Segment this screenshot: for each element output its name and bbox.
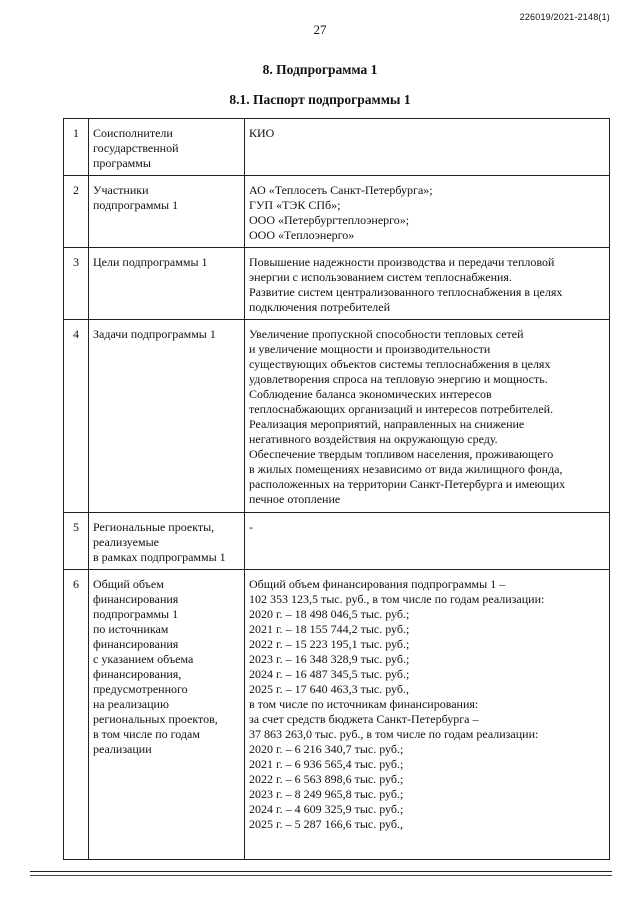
- parameter-line: по источникам: [93, 622, 169, 636]
- value-line: 2024 г. – 4 609 325,9 тыс. руб.;: [249, 802, 404, 816]
- parameter-line: реализации: [93, 742, 152, 756]
- value-line: за счет средств бюджета Санкт-Петербурга –: [249, 712, 479, 726]
- row-parameter: [89, 513, 245, 570]
- parameter-line: программы: [93, 156, 151, 170]
- value-line: Увеличение пропускной способности тепловых сетей: [249, 327, 524, 341]
- value-line: 2023 г. – 8 249 965,8 тыс. руб.;: [249, 787, 404, 801]
- row-parameter: [89, 320, 245, 513]
- value-line: 2024 г. – 16 487 345,5 тыс. руб.;: [249, 667, 410, 681]
- parameter-line: финансирования: [93, 637, 179, 651]
- value-line: 102 353 123,5 тыс. руб., в том числе по годам реализации:: [249, 592, 545, 606]
- parameter-line: подпрограммы 1: [93, 198, 179, 212]
- row-value: [245, 248, 610, 320]
- parameter-line: в рамках подпрограммы 1: [93, 550, 226, 564]
- value-line: в том числе по источникам финансирования:: [249, 697, 479, 711]
- value-line: 2021 г. – 6 936 565,4 тыс. руб.;: [249, 757, 404, 771]
- parameter-line: предусмотренного: [93, 682, 188, 696]
- row-number: 3: [64, 248, 89, 320]
- parameter-line: государственной: [93, 141, 179, 155]
- value-line: 2022 г. – 15 223 195,1 тыс. руб.;: [249, 637, 410, 651]
- value-line: 2022 г. – 6 563 898,6 тыс. руб.;: [249, 772, 404, 786]
- value-line: подключения потребителей: [249, 300, 391, 314]
- row-number: 5: [64, 513, 89, 570]
- bottom-rule: [30, 871, 612, 872]
- value-line: Развитие систем централизованного теплоснабжения в целях: [249, 285, 563, 299]
- row-number: 4: [64, 320, 89, 513]
- row-parameter: [89, 570, 245, 860]
- value-line: расположенных на территории Санкт-Петербурга и имеющих: [249, 477, 566, 491]
- value-line: Повышение надежности производства и передачи тепловой: [249, 255, 555, 269]
- value-line: Обеспечение твердым топливом населения, проживающего: [249, 447, 554, 461]
- page-number: 27: [313, 22, 327, 37]
- value-line: ГУП «ТЭК СПб»;: [249, 198, 341, 212]
- table-row: [64, 570, 610, 860]
- table-row: [64, 248, 610, 320]
- row-value: [245, 513, 610, 570]
- value-line: АО «Теплосеть Санкт-Петербурга»;: [249, 183, 433, 197]
- row-value: [245, 320, 610, 513]
- table-row: [64, 320, 610, 513]
- value-line: Соблюдение баланса экономических интересов: [249, 387, 492, 401]
- parameter-line: реализуемые: [93, 535, 159, 549]
- bottom-rule-thin: [30, 875, 612, 876]
- parameter-line: на реализацию: [93, 697, 169, 711]
- row-value: [245, 176, 610, 248]
- row-number: 1: [64, 119, 89, 176]
- row-parameter: [89, 119, 245, 176]
- parameter-line: в том числе по годам: [93, 727, 200, 741]
- value-line: КИО: [249, 126, 275, 140]
- value-line: в жилых помещениях независимо от вида жилищного фонда,: [249, 462, 563, 476]
- value-line: 2020 г. – 18 498 046,5 тыс. руб.;: [249, 607, 410, 621]
- table-row: [64, 119, 610, 176]
- subsection-title: 8.1. Паспорт подпрограммы 1: [229, 92, 411, 107]
- table-row: [64, 176, 610, 248]
- value-line: 2023 г. – 16 348 328,9 тыс. руб.;: [249, 652, 410, 666]
- section-title: 8. Подпрограмма 1: [262, 62, 378, 77]
- parameter-line: Общий объем: [93, 577, 164, 591]
- passport-table-body: [64, 119, 610, 860]
- parameter-line: финансирования,: [93, 667, 182, 681]
- value-line: Реализация мероприятий, направленных на снижение: [249, 417, 525, 431]
- value-line: Общий объем финансирования подпрограммы 1 –: [249, 577, 506, 591]
- parameter-line: с указанием объема: [93, 652, 194, 666]
- value-line: ООО «Петербургтеплоэнерго»;: [249, 213, 410, 227]
- row-number: 2: [64, 176, 89, 248]
- row-value: [245, 570, 610, 860]
- row-value: [245, 119, 610, 176]
- value-line: существующих объектов системы теплоснабжения в целях: [249, 357, 551, 371]
- document-id: 226019/2021-2148(1): [519, 12, 610, 22]
- table-row: [64, 513, 610, 570]
- parameter-line: Участники: [93, 183, 149, 197]
- parameter-line: подпрограммы 1: [93, 607, 179, 621]
- value-line: 2025 г. – 5 287 166,6 тыс. руб.,: [249, 817, 403, 831]
- value-line: 2021 г. – 18 155 744,2 тыс. руб.;: [249, 622, 410, 636]
- value-line: -: [249, 520, 253, 534]
- value-line: теплоснабжающих организаций и интересов потребителей.: [249, 402, 554, 416]
- parameter-line: Задачи подпрограммы 1: [93, 327, 216, 341]
- value-line: ООО «Теплоэнерго»: [249, 228, 355, 242]
- value-line: удовлетворения спроса на тепловую энергию и мощность.: [249, 372, 548, 386]
- value-line: печное отопление: [249, 492, 341, 506]
- row-number: 6: [64, 570, 89, 860]
- parameter-line: Соисполнители: [93, 126, 173, 140]
- passport-table: [63, 118, 610, 860]
- row-parameter: [89, 176, 245, 248]
- parameter-line: региональных проектов,: [93, 712, 218, 726]
- parameter-line: Цели подпрограммы 1: [93, 255, 208, 269]
- value-line: негативного воздействия на окружающую среду.: [249, 432, 498, 446]
- parameter-line: финансирования: [93, 592, 179, 606]
- row-parameter: [89, 248, 245, 320]
- value-line: энергии с использованием систем теплоснабжения.: [249, 270, 512, 284]
- value-line: и увеличение мощности и производительности: [249, 342, 491, 356]
- value-line: 37 863 263,0 тыс. руб., в том числе по годам реализации:: [249, 727, 539, 741]
- value-line: 2025 г. – 17 640 463,3 тыс. руб.,: [249, 682, 409, 696]
- parameter-line: Региональные проекты,: [93, 520, 215, 534]
- value-line: 2020 г. – 6 216 340,7 тыс. руб.;: [249, 742, 404, 756]
